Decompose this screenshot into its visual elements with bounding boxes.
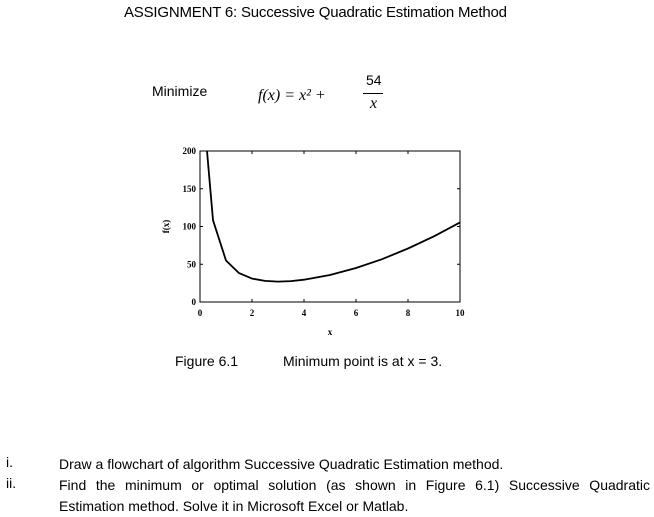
y-tick-label: 150 [182,183,196,194]
y-axis-label: f(x) [161,219,171,234]
x-tick-label: 8 [405,308,411,318]
x-tick-label: 2 [249,308,255,318]
x-tick-label: 6 [353,308,359,318]
task-text: Find the minimum or optimal solution (as shown in Figure 6.1) Successive Quadratic Estimation method. Solve it in Microsoft Excel or Matlab. [59,477,650,514]
formula-lhs: f(x) = x² + [258,87,326,104]
y-tick-label: 50 [187,259,196,270]
plot-frame [200,151,460,302]
formula-denominator: x [370,95,378,112]
task-number: i. [6,454,13,470]
formula-numerator: 54 [366,72,382,88]
assignment-title: ASSIGNMENT 6: Successive Quadratic Estimation Method [124,4,507,21]
minimize-label: Minimize [152,83,208,99]
y-tick-label: 100 [182,221,196,232]
minimum-note: Minimum point is at x = 3. [283,353,443,369]
x-tick-label: 10 [455,308,465,318]
function-plot [160,145,470,335]
figure-caption: Figure 6.1 [175,353,239,369]
objective-formula [258,72,388,120]
x-axis-label: x [327,327,333,335]
task-text: Draw a flowchart of algorithm Successive Quadratic Estimation method. [59,456,504,472]
y-tick-label: 200 [182,146,196,156]
x-tick-label: 0 [197,308,203,318]
x-tick-label: 4 [301,308,307,318]
y-tick-label: 0 [191,297,196,307]
fx-curve [207,151,460,282]
task-number: ii. [6,475,17,491]
fraction-bar [363,93,383,94]
